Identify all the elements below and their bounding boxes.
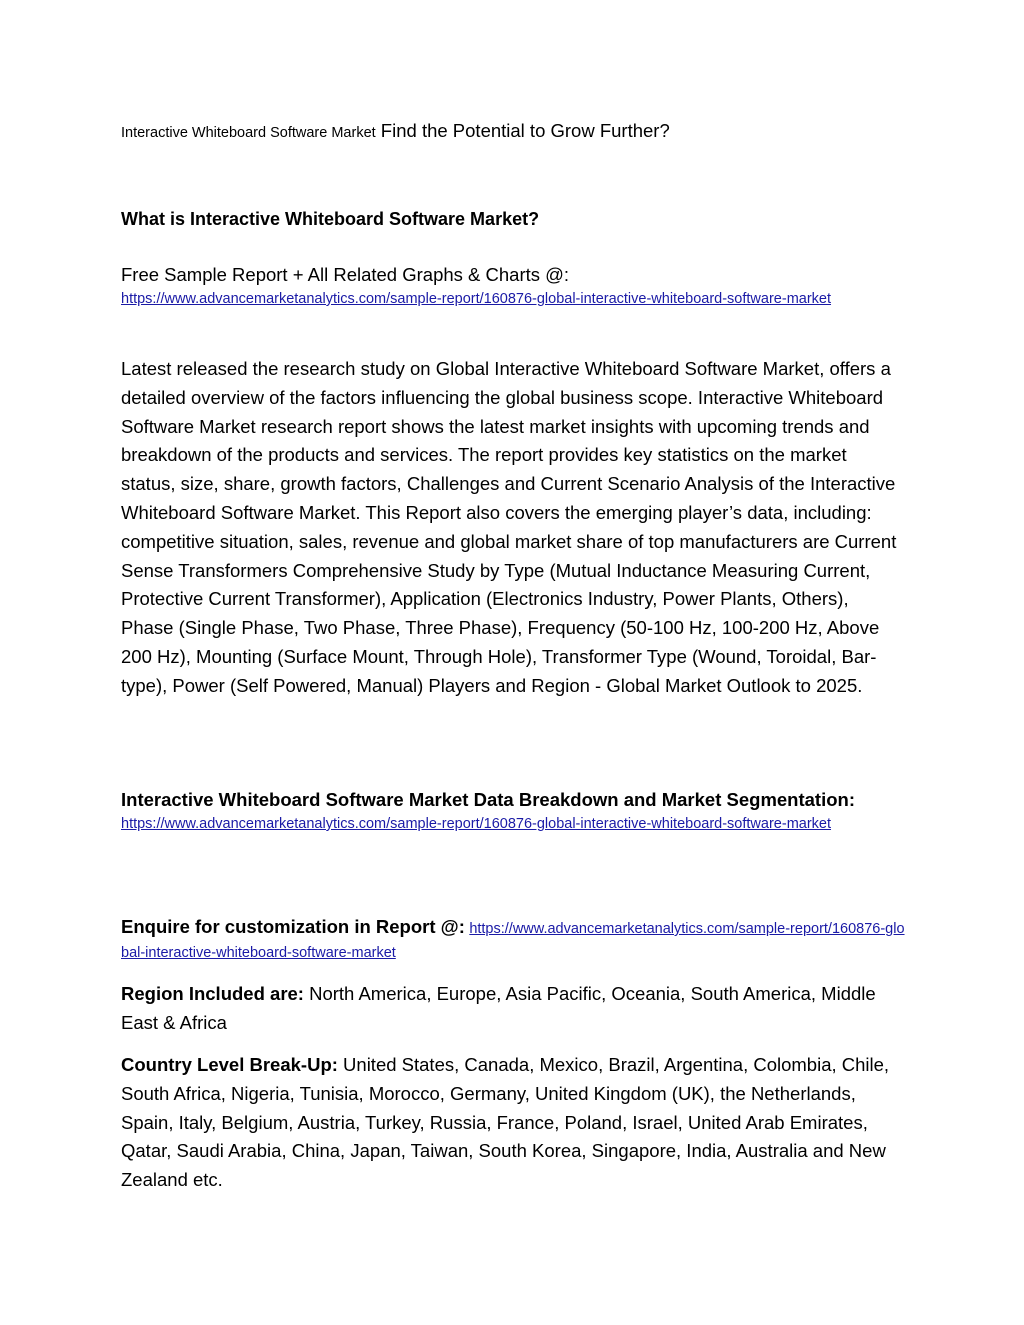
region-text: North America, Europe, Asia Pacific, Oceania, South America, Middle East & Africa <box>121 983 876 1033</box>
document-title <box>121 120 906 142</box>
sample-report-label: Free Sample Report + All Related Graphs & Charts @: <box>121 264 570 285</box>
enquire-block <box>121 915 906 965</box>
section-heading: What is Interactive Whiteboard Software Market? <box>121 209 540 229</box>
country-label: Country Level Break-Up: <box>121 1054 338 1075</box>
sample-report-link[interactable]: https://www.advancemarketanalytics.com/sample-report/160876-global-interactive-whiteboard-software-market <box>121 291 832 307</box>
breakdown-heading: Interactive Whiteboard Software Market Data Breakdown and Market Segmentation: <box>121 789 855 810</box>
region-label: Region Included are: <box>121 983 304 1004</box>
region-block <box>121 980 906 1038</box>
country-text: United States, Canada, Mexico, Brazil, Argentina, Colombia, Chile, South Africa, Nigeria, Tunisia, Morocco, Germany, United Kingdom (UK), the Netherlands, Spain, Italy, Belgium, Austria, Turkey, Russia, France, Poland, Israel, United Arab Emirates, Qatar, Saudi Arabia, China, Japan, Taiwan, South Korea, Singapore, India, Australia and New Zealand etc. <box>121 1054 890 1191</box>
body-paragraph: Latest released the research study on Global Interactive Whiteboard Software Market, offers a detailed overview of the factors influencing the global business scope. Interactive Whiteboard Software Market research report shows the latest market insights with upcoming trends and breakdown of the products and services. The report provides key statistics on the market status, size, share, growth factors, Challenges and Current Scenario Analysis of the Interactive Whiteboard Software Market. This Report also covers the emerging player’s data, including: competitive situation, sales, revenue and global market share of top manufacturers are Current Sense Transformers Comprehensive Study by Type (Mutual Inductance Measuring Current, Protective Current Transformer), Application (Electronics Industry, Power Plants, Others), Phase (Single Phase, Two Phase, Three Phase), Frequency (50-100 Hz, 100-200 Hz, Above 200 Hz), Mounting (Surface Mount, Through Hole), Transformer Type (Wound, Toroidal, Bar-type), Power (Self Powered, Manual) Players and Region - Global Market Outlook to 2025. <box>121 358 897 696</box>
title-question: Find the Potential to Grow Further? <box>375 120 670 141</box>
enquire-link[interactable]: https://www.advancemarketanalytics.com/sample-report/160876-global-interactive-whiteboard-software-market <box>121 921 905 961</box>
country-block <box>121 1051 906 1195</box>
enquire-label: Enquire for customization in Report @: <box>121 916 465 937</box>
breakdown-block <box>121 787 906 835</box>
title-market-name: Interactive Whiteboard Software Market <box>121 125 376 141</box>
breakdown-link[interactable]: https://www.advancemarketanalytics.com/sample-report/160876-global-interactive-whiteboard-software-market <box>121 816 832 832</box>
sample-report-block <box>121 262 906 310</box>
